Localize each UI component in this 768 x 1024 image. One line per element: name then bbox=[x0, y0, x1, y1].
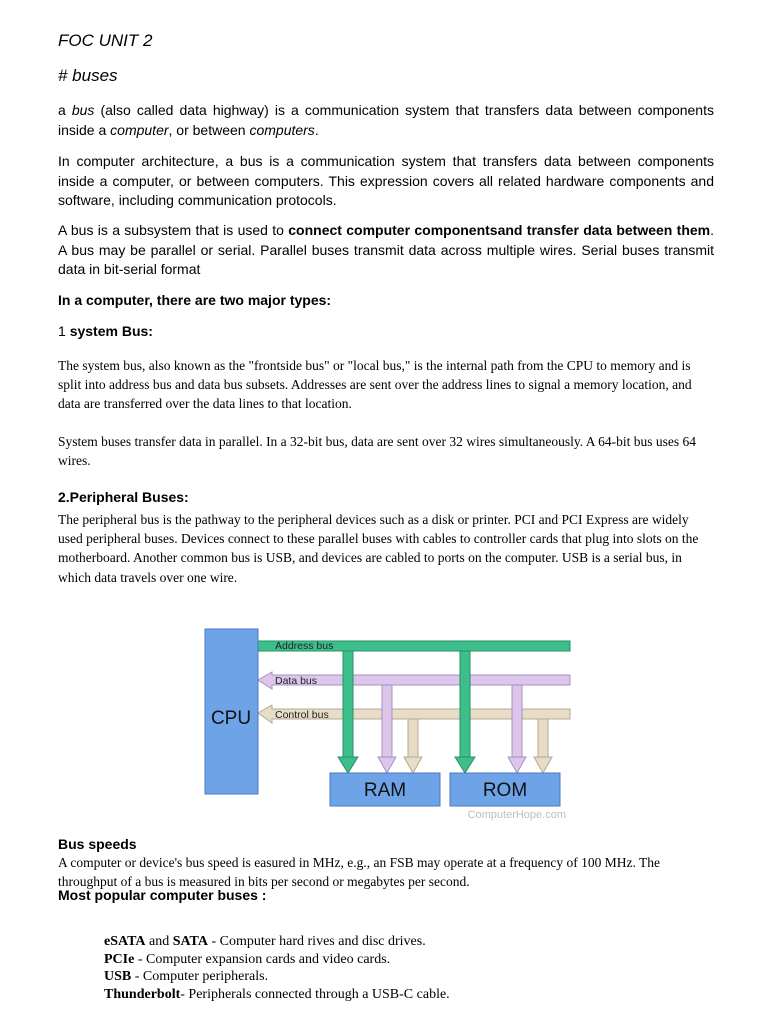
text-span: . bbox=[314, 121, 319, 138]
bus-speeds-heading: Bus speeds bbox=[58, 836, 137, 852]
heading-label: system Bus: bbox=[69, 323, 153, 339]
text-span: a bbox=[58, 102, 72, 118]
ram-label: RAM bbox=[363, 780, 407, 801]
bus-speeds-paragraph: A computer or device's bus speed is easured in MHz, e.g., an FSB may operate at a frequency of 100 MHz. The throughput of a bus is measured in bits per second or megabytes per second. bbox=[58, 855, 661, 890]
bus-description: - Computer expansion cards and video cards. bbox=[134, 951, 391, 967]
heading-number: 1 bbox=[58, 323, 70, 339]
bus-description: - Peripherals connected through a USB-C cable. bbox=[180, 986, 450, 1002]
architecture-paragraph: In computer architecture, a bus is a communication system that transfers data between components inside a computer, or between computers. This expression covers all related hardware components and software, including communication protocols. bbox=[58, 153, 714, 208]
bus-name: PCIe bbox=[104, 951, 135, 967]
list-item bbox=[104, 968, 664, 986]
text-span: (also called data highway) is a communication system that transfers data between components inside a bbox=[58, 102, 714, 138]
address-bus-label: Address bus bbox=[275, 640, 334, 652]
peripheral-heading: 2.Peripheral Buses: bbox=[58, 489, 189, 505]
text-span: A bus is a subsystem that is used to bbox=[58, 222, 289, 238]
bus-definition-paragraph bbox=[58, 101, 714, 140]
text-span: , or between bbox=[168, 121, 250, 138]
document-title: FOC UNIT 2 bbox=[58, 31, 153, 50]
popular-buses-heading: Most popular computer buses : bbox=[58, 887, 267, 903]
list-item bbox=[104, 951, 664, 969]
text-span: . A bus may be parallel or serial. Parallel buses transmit data across multiple wires. Serial buses transmit data in bit-serial format bbox=[58, 222, 714, 277]
peripheral-paragraph: The peripheral bus is the pathway to the peripheral devices such as a disk or printer. PCI and PCI Express are widely used peripheral buses. Devices connect to these parallel buses with cables to controller cards that plug into slots on the motherboard. Another common bus is USB, and devices are cabled to ports on the computer. USB is a serial bus, in which data travels over one wire. bbox=[58, 512, 699, 585]
bus-description: - Computer peripherals. bbox=[131, 969, 269, 984]
popular-buses-list bbox=[104, 933, 664, 1003]
italic-computers: computers bbox=[249, 121, 315, 138]
italic-bus: bus bbox=[71, 102, 95, 118]
bus-description: - Computer hard rives and disc drives. bbox=[207, 934, 426, 949]
system-bus-heading bbox=[58, 323, 714, 339]
system-bus-paragraph-2: System buses transfer data in parallel. In a 32-bit bus, data are sent over 32 wires simultaneously. A 64-bit bus uses 64 wires. bbox=[58, 434, 696, 469]
bus-diagram bbox=[200, 625, 572, 825]
bus-name: USB bbox=[104, 969, 132, 984]
types-heading: In a computer, there are two major types: bbox=[58, 292, 332, 308]
credit-watermark: ComputerHope.com bbox=[467, 809, 566, 821]
bus-name: eSATA bbox=[104, 934, 146, 949]
list-item bbox=[104, 933, 664, 951]
bus-name: SATA bbox=[172, 934, 208, 949]
system-bus-paragraph-1: The system bus, also known as the "frontside bus" or "local bus," is the internal path from the CPU to memory and is split into address bus and data bus subsets. Addresses are sent over the address lines to signal a memory location, and data are transferred over the data lines to that location. bbox=[58, 358, 692, 412]
subsystem-paragraph bbox=[58, 221, 714, 280]
bus-name: Thunderbolt bbox=[104, 986, 181, 1002]
rom-label: ROM bbox=[482, 780, 528, 801]
list-item bbox=[104, 986, 664, 1004]
cpu-label: CPU bbox=[210, 708, 252, 729]
data-bus-label: Data bus bbox=[275, 675, 318, 687]
section-heading: # buses bbox=[58, 66, 118, 85]
text-span: and bbox=[145, 934, 173, 949]
italic-computer: computer bbox=[110, 121, 169, 138]
control-bus-label: Control bus bbox=[275, 709, 329, 721]
bold-phrase: connect computer componentsand transfer data between them bbox=[288, 222, 711, 238]
